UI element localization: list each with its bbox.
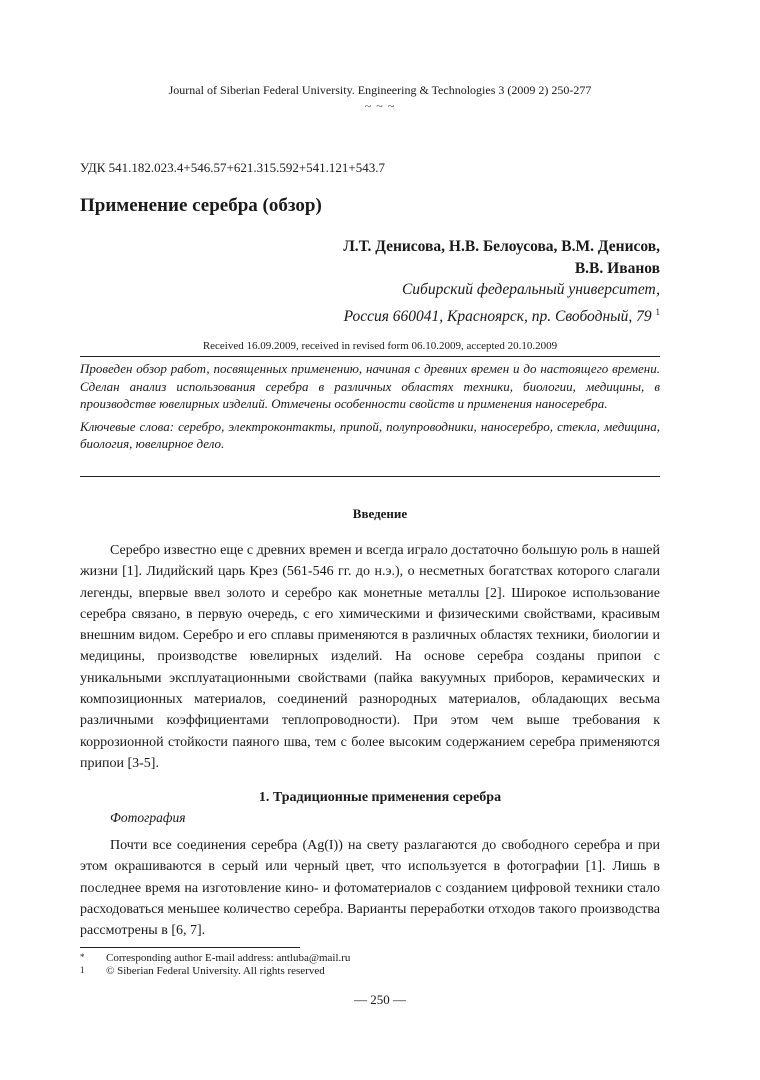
footnote-corresponding — [80, 952, 350, 964]
photography-paragraph-text: Почти все соединения серебра (Ag(I)) на свету разлагаются до свободного серебра и при этом окрашиваются в серый или черный цвет, что используется в фотографии [1]. Лишь в последнее время на изготовление кино- и фотоматериалов с созданием цифровой техники стало расходоваться меньшее количество серебра. Варианты переработки отходов такого производства рассмотрены в [6, 7]. — [80, 838, 660, 939]
abstract-bottom-rule — [80, 476, 660, 477]
header-ornament: ~ ~ ~ — [364, 99, 396, 113]
footnote-rule — [80, 947, 300, 948]
affiliation — [344, 279, 660, 328]
subsection-heading-photography: Фотография — [110, 810, 186, 825]
section-heading-1: 1. Традиционные применения серебра — [258, 790, 502, 805]
authors-line-1: Л.Т. Денисова, Н.В. Белоусова, В.М. Денисов, — [343, 238, 660, 255]
received-dates: Received 16.09.2009, received in revised form 06.10.2009, accepted 20.10.2009 — [202, 340, 558, 352]
affiliation-line-1: Сибирский федеральный университет, — [401, 281, 660, 298]
affiliation-footnote-mark: 1 — [655, 307, 660, 317]
abstract-top-rule — [80, 356, 660, 357]
section-heading-intro: Введение — [352, 506, 408, 521]
keywords: Ключевые слова: серебро, электроконтакты, припой, полупроводники, наносеребро, стекла, медицина, биология, ювелирное дело. — [80, 418, 660, 451]
affiliation-line-2: Россия 660041, Красноярск, пр. Свободный, 79 — [343, 308, 652, 326]
photography-paragraph — [80, 835, 660, 941]
abstract-text: Проведен обзор работ, посвященных применению, начиная с древних времен и до настоящего времени. Сделан анализ использования серебра в различных областях техники, биологии, медицины, в производстве ювелирных изделий. Отмечены особенности свойств и применения наносеребра. — [80, 361, 660, 411]
footnote-text: Corresponding author E-mail address: antluba@mail.ru — [106, 952, 351, 964]
authors-line-2: В.В. Иванов — [574, 260, 660, 277]
journal-header: Journal of Siberian Federal University. Engineering & Technologies 3 (2009 2) 250-277 — [168, 83, 592, 97]
footnote-text: © Siberian Federal University. All rights reserved — [106, 965, 325, 977]
abstract-block — [80, 360, 660, 453]
udk-code: УДК 541.182.023.4+546.57+621.315.592+541.121+543.7 — [80, 160, 386, 175]
page-number: — 250 — — [354, 992, 406, 1007]
authors — [343, 236, 660, 280]
footnote-copyright — [80, 965, 325, 977]
intro-paragraph — [80, 540, 660, 774]
intro-paragraph-text: Серебро известно еще с древних времен и всегда играло достаточно большую роль в нашей жизни [1]. Лидийский царь Крез (561-546 гг. до н.э.), о несметных богатствах которого слагали легенды, впервые ввел золото и серебро как монетные металлы [2]. Широкое использование серебра связано, в первую очередь, с его химическими и физическими свойствами, красивым внешним видом. Серебро и его сплавы применяются в различных областях техники, биологии и медицины, производстве ювелирных изделий. На основе серебра созданы припои с уникальными эксплуатационными свойствами (пайка вакуумных приборов, керамических и композиционных материалов, соединений разнородных материалов, обладающих весьма различными коэффициентами теплопроводности). При этом чем выше требования к коррозионной стойкости паяного шва, тем с более высоким содержанием серебра применяются припои [3-5]. — [80, 543, 660, 771]
footnote-mark: * — [80, 952, 85, 962]
article-title: Применение серебра (обзор) — [80, 195, 322, 216]
footnote-mark: 1 — [80, 965, 85, 975]
